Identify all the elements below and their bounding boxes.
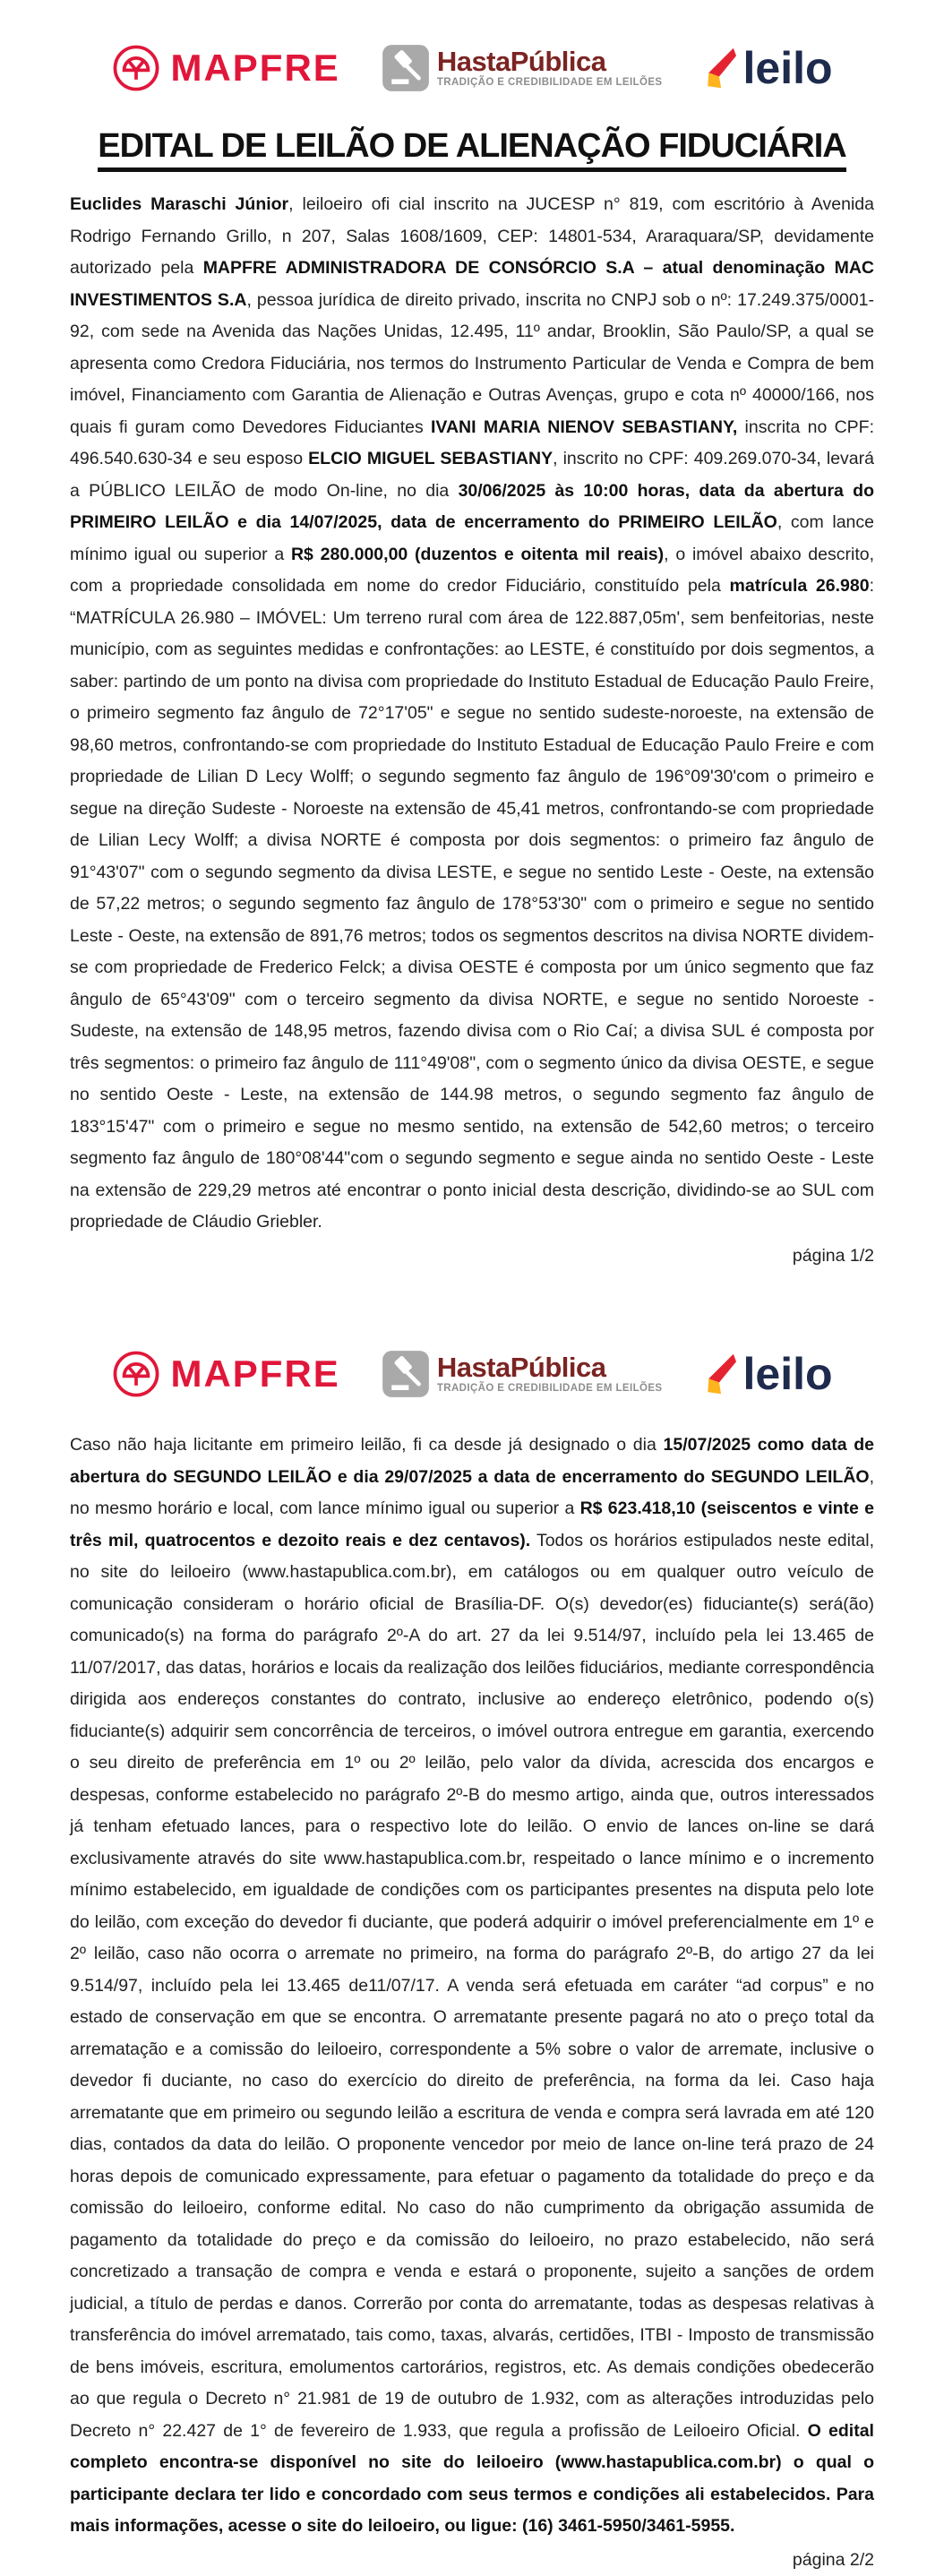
leilo-logo	[704, 1353, 833, 1395]
leilo-logo	[704, 47, 833, 89]
page1-paragraph: Euclides Maraschi Júnior, leiloeiro ofi cial inscrito na JUCESP n° 819, com escritório à Avenida Rodrigo Fernando Grillo, n 207, Salas 1608/1609, CEP: 14801-534, Araraquara/SP, devidamente autorizado pela MAPFRE ADMINISTRADORA DE CONSÓRCIO S.A – atual denominação MAC INVESTIMENTOS S.A, pessoa jurídica de direito privado, inscrita no CNPJ sob o nº: 17.249.375/0001-92, com sede na Avenida das Nações Unidas, 12.495, 11º andar, Brooklin, São Paulo/SP, a qual se apresenta como Credora Fiduciária, nos termos do Instrumento Particular de Venda e Compra de bem imóvel, Financiamento com Garantia de Alienação e Outras Avenças, grupo e cota nº 40000/166, nos quais fi guram como Devedores Fiduciantes IVANI MARIA NIENOV SEBASTIANY, inscrita no CPF: 496.540.630-34 e seu esposo ELCIO MIGUEL SEBASTIANY, inscrito no CPF: 409.269.070-34, levará a PÚBLICO LEILÃO de modo On-line, no dia 30/06/2025 às 10:00 horas, data da abertura do PRIMEIRO LEILÃO e dia 14/07/2025, data de encerramento do PRIMEIRO LEILÃO, com lance mínimo igual ou superior a R$ 280.000,00 (duzentos e oitenta mil reais), o imóvel abaixo descrito, com a propriedade consolidada em nome do credor Fiduciário, constituído pela matrícula 26.980: “MATRÍCULA 26.980 – IMÓVEL: Um terreno rural com área de 122.887,05m', sem benfeitorias, neste município, com as seguintes medidas e confrontações: ao LESTE, é constituído por dois segmentos, a saber: partindo de um ponto na divisa com propriedade do Instituto Estadual de Educação Paulo Freire, o primeiro segmento faz ângulo de 72°17'05" e segue no sentido sudeste-noroeste, na extensão de 98,60 metros, confrontando-se com propriedade do Instituto Estadual de Educação Paulo Freire e com propriedade de Lilian D Lecy Wolff; o segundo segmento faz ângulo de 196°09'30'com o primeiro e segue na direção Sudeste - Noroeste na extensão de 45,41 metros, confrontando-se com propriedade de Lilian Lecy Wolff; a divisa NORTE é composta por dois segmentos: o primeiro faz ângulo de 91°43'07" com o segundo segmento da divisa LESTE, e segue no sentido Leste - Oeste, na extensão de 57,22 metros; o segundo segmento faz ângulo de 178°53'30" com o primeiro e segue no sentido Leste - Oeste, na extensão de 891,76 metros; todos os segmentos descritos na divisa NORTE dividem-se com propriedade de Frederico Felck; a divisa OESTE é composta por um único segmento que faz ângulo de 65°43'09" com o terceiro segmento da divisa NORTE, e segue no sentido Noroeste - Sudeste, na extensão de 148,95 metros, fazendo divisa com o Rio Caí; a divisa SUL é composta por três segmentos: o primeiro faz ângulo de 111°49'08", com o segmento único da divisa OESTE, e segue no sentido Oeste - Leste, na extensão de 144.98 metros, o segundo segmento faz ângulo de 183°15'47" com o primeiro e segue no mesmo sentido, na extensão de 542,60 metros; o terceiro segmento faz ângulo de 180°08'44"com o segundo segmento e segue ainda no sentido Oeste - Leste na extensão de 229,29 metros até encontrar o ponto inicial desta descrição, dividindo-se ao SUL com propriedade de Cláudio Griebler.	[70, 189, 874, 1239]
hastapublica-logo	[382, 44, 663, 92]
leilo-wordmark: leilo	[743, 48, 833, 89]
page2-paragraph: Caso não haja licitante em primeiro leilão, fi ca desde já designado o dia 15/07/2025 como data de abertura do SEGUNDO LEILÃO e dia 29/07/2025 a data de encerramento do SEGUNDO LEILÃO, no mesmo horário e local, com lance mínimo igual ou superior a R$ 623.418,10 (seiscentos e vinte e três mil, quatrocentos e dezoito reais e dez centavos). Todos os horários estipulados neste edital, no site do leiloeiro (www.hastapublica.com.br), em catálogos ou em qualquer outro veículo de comunicação consideram o horário oficial de Brasília-DF. O(s) devedor(es) fiduciante(s) será(ão) comunicado(s) na forma do parágrafo 2º-A do art. 27 da lei 9.514/97, incluído pela lei 13.465 de 11/07/2017, das datas, horários e locais da realização dos leilões fiduciários, mediante correspondência dirigida aos endereços constantes do contrato, inclusive ao endereço eletrônico, podendo o(s) fiduciante(s) adquirir sem concorrência de terceiros, o imóvel outrora entregue em garantia, exercendo o seu direito de preferência em 1º ou 2º leilão, pelo valor da dívida, acrescida dos encargos e despesas, conforme estabelecido no parágrafo 2º-B do mesmo artigo, ainda que, outros interessados já tenham efetuado lances, para o respectivo lote do leilão. O envio de lances on-line se dará exclusivamente através do site www.hastapublica.com.br, respeitado o lance mínimo e o incremento mínimo estabelecido, em igualdade de condições com os participantes presentes na disputa pelo lote do leilão, com exceção do devedor fi duciante, que poderá adquirir o imóvel preferencialmente em 1º e 2º leilão, caso não ocorra o arremate no primeiro, na forma do parágrafo 2º-B, do artigo 27 da lei 9.514/97, incluído pela lei 13.465 de11/07/17. A venda será efetuada em caráter “ad corpus” e no estado de conservação em que se encontra. O arrematante presente pagará no ato o preço total da arrematação e a comissão do leiloeiro, correspondente a 5% sobre o valor de arremate, inclusive o devedor fi duciante, no caso do exercício do direito de preferência, na forma da lei. Caso haja arrematante que em primeiro ou segundo leilão a escritura de venda e compra será lavrada em até 120 dias, contados da data do leilão. O proponente vencedor por meio de lance on-line terá prazo de 24 horas depois de comunicado expressamente, para efetuar o pagamento da totalidade do preço e da comissão do leiloeiro, conforme edital. No caso do não cumprimento da obrigação assumida de pagamento da totalidade do preço e da comissão do leiloeiro, no prazo estabelecido, não será concretizado a transação de compra e venda e estará o proponente, sujeito a sanções de ordem judicial, a título de perdas e danos. Correrão por conta do arrematante, todas as despesas relativas à transferência do imóvel arrematado, tais como, taxas, alvarás, certidões, ITBI - Imposto de transmissão de bens imóveis, escritura, emolumentos cartorários, registros, etc. As demais condições obedecerão ao que regula o Decreto n° 21.981 de 19 de outubro de 1.932, com as alterações introduzidas pelo Decreto n° 22.427 de 1° de fevereiro de 1.933, que regula a profissão de Leiloeiro Oficial. O edital completo encontra-se disponível no site do leiloeiro (www.hastapublica.com.br) o qual o participante declara ter lido e concordado com seus termos e condições ali estabelecidos. Para mais informações, acesse o site do leiloeiro, ou ligue: (16) 3461-5950/3461-5955.	[70, 1430, 874, 2543]
mapfre-wordmark: MAPFRE	[170, 1352, 339, 1395]
mapfre-logo	[111, 43, 339, 93]
mapfre-tree-icon	[111, 1349, 161, 1399]
gavel-icon	[382, 44, 430, 92]
leilo-chevron-icon	[704, 47, 736, 89]
mapfre-logo	[111, 1349, 339, 1399]
gavel-icon	[382, 1350, 430, 1398]
hastapublica-title: HastaPública	[437, 1353, 663, 1381]
hastapublica-tagline: TRADIÇÃO E CREDIBILIDADE EM LEILÕES	[437, 78, 663, 89]
page2-number-label: página 2/2	[70, 2545, 874, 2576]
hastapublica-logo	[382, 1350, 663, 1398]
leilo-wordmark: leilo	[743, 1354, 833, 1395]
leilo-chevron-icon	[704, 1353, 736, 1395]
hastapublica-tagline: TRADIÇÃO E CREDIBILIDADE EM LEILÕES	[437, 1384, 663, 1395]
mapfre-wordmark: MAPFRE	[170, 47, 339, 90]
logo-header-page1	[70, 0, 874, 100]
hastapublica-text	[437, 1353, 663, 1395]
document-title: EDITAL DE LEILÃO DE ALIENAÇÃO FIDUCIÁRIA	[70, 127, 874, 166]
hastapublica-title: HastaPública	[437, 47, 663, 75]
logo-header-page2	[70, 1272, 874, 1406]
mapfre-tree-icon	[111, 43, 161, 93]
page1-number-label: página 1/2	[70, 1241, 874, 1273]
hastapublica-text	[437, 47, 663, 89]
